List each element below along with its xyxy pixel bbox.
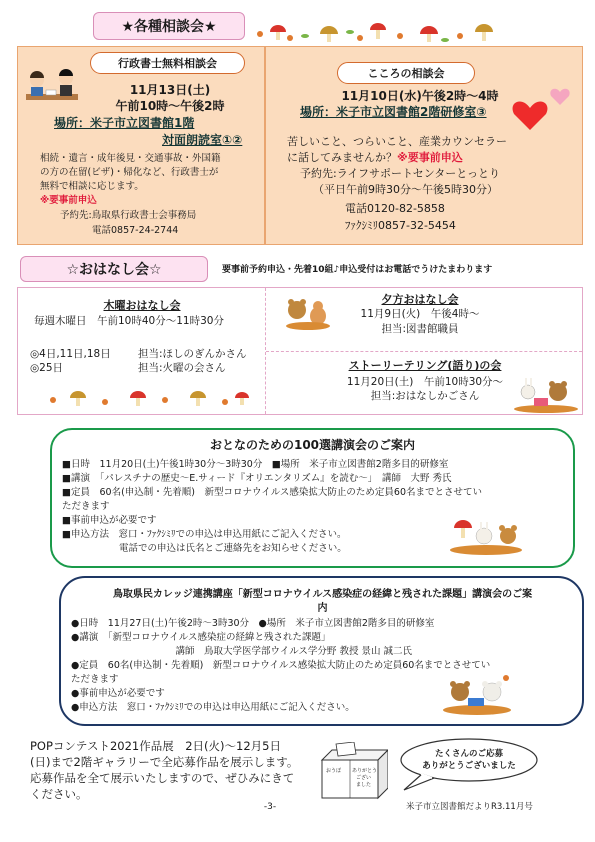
gyosei-contact-tel: 電話0857-24-2744 [92, 225, 179, 236]
gyosei-tag [90, 52, 245, 74]
animals-picnic-icon [448, 510, 524, 556]
otona-line-1: ■日時 11月20日(土)午後1時30分～3時30分 ■場所 米子市立図書館2階多目的研修室 [62, 459, 449, 470]
college-line-4: ●定員 60名(申込制・先着順) 新型コロナウイルス感染拡大防止のため定員60名までとさせてい [71, 660, 491, 671]
kokoro-body-2 [287, 151, 463, 165]
animals-reading-icon [512, 374, 580, 414]
otona-line-6: ■申込方法 窓口・ﾌｧｸｼﾐﾘでの申込は申込用紙にご記入ください。 [62, 529, 347, 540]
college-line-5: ただきます [71, 674, 119, 685]
page-number: -3- [263, 802, 277, 812]
ohanashi-notice: 要事前予約申込・先着10組♪申込受付はお電話でうけたまわります [222, 265, 493, 275]
pop-line-1: POPコンテスト2021作品展 2日(火)～12月5日 [30, 739, 281, 753]
kokoro-place: 場所：米子市立図書館2階研修室③ [300, 105, 487, 119]
otona-line-7: 電話での申込は氏名とご連絡先をお知らせください。 [62, 543, 347, 554]
gyosei-contact-org: 予約先:鳥取県行政書士会事務局 [60, 210, 197, 221]
gyosei-room: 対面朗読室①② [162, 133, 243, 147]
yugata-when: 11月9日(火) 午後4時～ [360, 308, 480, 320]
college-title-2: 内 [317, 603, 328, 614]
gyosei-note: ※要事前申込 [40, 195, 97, 206]
kokoro-date: 11月10日(水)午後2時～4時 [341, 89, 499, 103]
college-line-2: ●講演 「新型コロナウイルス感染症の経緯と残された課題」 [71, 632, 331, 643]
otona-line-3: ■定員 60名(申込制・先着順) 新型コロナウイルス感染拡大防止のため定員60名までとさせてい [62, 487, 482, 498]
gyosei-body-1: 相続・遺言・成年後見・交通事故・外国籍 [40, 153, 221, 164]
mokuyo-row2-dates: ◎25日 [30, 362, 64, 374]
kokoro-tag [337, 62, 475, 84]
pop-line-3: 応募作品を全て展示いたしますので、ぜひみにきて [30, 771, 295, 785]
otona-line-4: ただきます [62, 501, 110, 512]
mokuyo-row1-who: 担当:ほしのぎんかさん [138, 348, 247, 360]
bears-reading-icon [440, 670, 514, 716]
mokuyo-title: 木曜おはなし会 [103, 299, 181, 312]
mokuyo-row1-dates: ◎4日,11日,18日 [30, 348, 111, 360]
gyosei-date: 11月13日(土) [129, 83, 211, 97]
college-line-1: ●日時 11月27日(土)午後2時～3時30分 ●場所 米子市立図書館2階多目的研修室 [71, 618, 435, 629]
yugata-who: 担当:図書館職員 [381, 323, 459, 335]
consultation-people-icon [22, 62, 82, 116]
story-who: 担当:おはなしかごさん [370, 390, 480, 402]
gyosei-place: 場所：米子市立図書館1階 [54, 116, 195, 130]
otona-line-2: ■講演 「パレスチナの歴史～E.サィード『オリエンタリズム』を読む～」 講師 大野 秀氏 [62, 473, 452, 484]
box-label-1: おうぼ [326, 768, 342, 774]
gyosei-title: 行政書士無料相談会 [118, 57, 217, 70]
story-when: 11月20日(土) 午前10時30分～ [346, 376, 504, 388]
ohanashi-title-text: ☆おはなし会☆ [66, 262, 162, 278]
thanks-line-2: ありがとうございました [422, 761, 516, 771]
bear-squirrel-icon [282, 292, 332, 332]
thanks-line-1: たくさんのご応募 [434, 749, 503, 759]
story-title: ストーリーテリング(語り)の会 [348, 359, 502, 372]
otona-title: おとなのための100選講演会のご案内 [209, 438, 416, 452]
pop-line-2: (日)まで2階ギャラリーで全応募作品を展示します。 [30, 755, 299, 769]
college-line-7: ●申込方法 窓口・ﾌｧｸｼﾐﾘでの申込は申込用紙にご記入ください。 [71, 702, 355, 713]
box-label-4: ました [356, 782, 372, 788]
mokuyo-when: 毎週木曜日 午前10時40分～11時30分 [34, 315, 224, 327]
kokoro-body-1: 苦しいこと、つらいこと、産業カウンセラー [287, 135, 507, 148]
otona-line-5: ■事前申込が必要です [62, 515, 157, 526]
issue-label: 米子市立図書館だよりR3.11月号 [406, 802, 533, 812]
mokuyo-row2-who: 担当:火曜の会さん [138, 362, 226, 374]
mushroom-row-icon [45, 386, 250, 408]
soudan-title [93, 12, 245, 40]
box-label-2: ありがとう [352, 768, 378, 774]
soudan-title-text: ★各種相談会★ [121, 19, 217, 35]
gyosei-body-2: の方の在留(ビザ)・帰化など、行政書士が [40, 167, 219, 178]
kokoro-body-2a: に話してみませんか？ [287, 151, 397, 164]
mushroom-garland-icon [250, 14, 500, 46]
gyosei-body-3: 無料で相談に応じます。 [40, 181, 144, 192]
yugata-title: 夕方おはなし会 [381, 293, 459, 306]
box-label-3: ござい [356, 775, 372, 781]
kokoro-fax: ﾌｧｸｼﾐﾘ0857-32-5454 [345, 219, 456, 232]
college-line-6: ●事前申込が必要です [71, 688, 165, 699]
kokoro-title: こころの相談会 [367, 67, 445, 80]
ohanashi-title [20, 256, 208, 282]
gyosei-time: 午前10時～午後2時 [115, 99, 225, 113]
kokoro-contact-org: 予約先:ライフサポートセンターとっとり [300, 167, 501, 180]
kokoro-hours: （平日午前9時30分～午後5時30分） [313, 183, 498, 196]
pop-line-4: ください。 [30, 787, 88, 801]
kokoro-note: ※要事前申込 [397, 151, 463, 164]
ohanashi-divider-h [266, 351, 582, 352]
college-line-3: 講師 鳥取大学医学部ウイルス学分野 教授 景山 誠二氏 [71, 646, 412, 657]
kokoro-tel: 電話0120-82-5858 [345, 202, 445, 215]
college-title-1: 鳥取県民カレッジ連携講座「新型コロナウイルス感染症の経緯と残された課題」講演会のご案 [112, 589, 533, 600]
